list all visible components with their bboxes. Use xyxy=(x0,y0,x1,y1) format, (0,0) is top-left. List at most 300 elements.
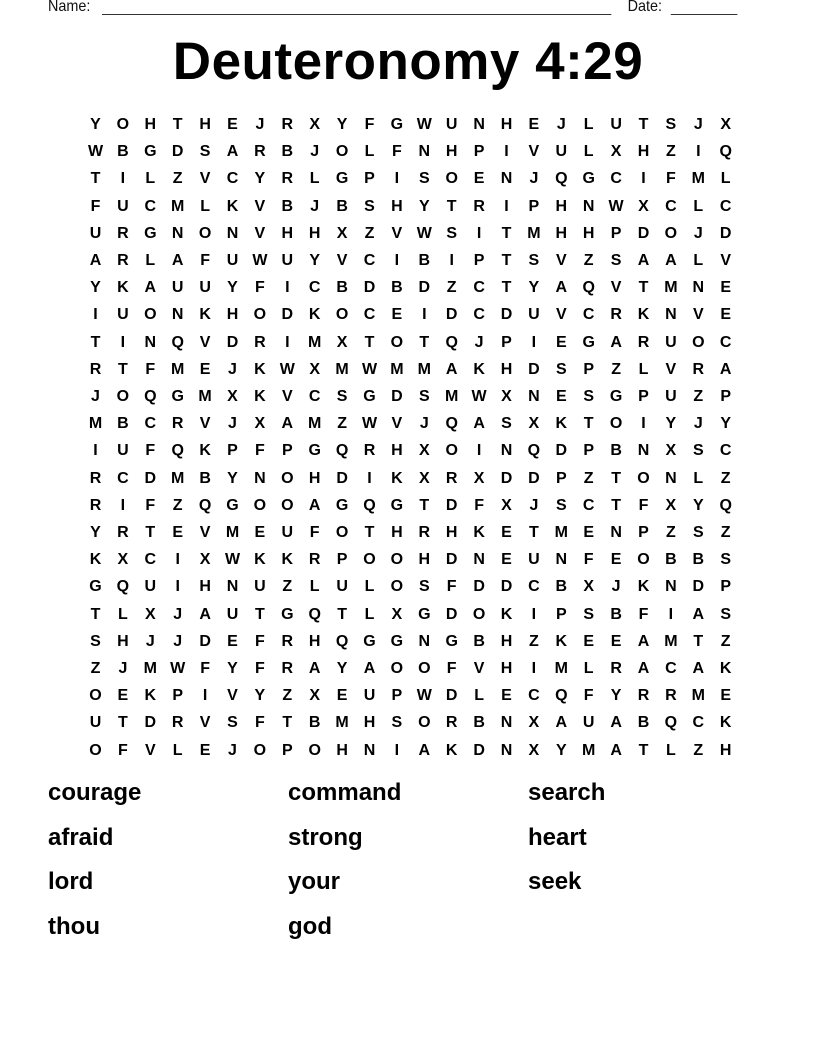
grid-letter[interactable]: P xyxy=(501,333,512,351)
grid-letter[interactable]: O xyxy=(335,306,349,324)
grid-letter[interactable]: H xyxy=(117,632,129,650)
grid-letter[interactable]: W xyxy=(416,687,432,705)
grid-letter[interactable]: P xyxy=(172,687,184,705)
grid-letter[interactable]: G xyxy=(582,170,595,188)
grid-letter[interactable]: H xyxy=(308,469,321,487)
grid-letter[interactable]: D xyxy=(555,442,568,460)
grid-letter[interactable]: H xyxy=(391,442,403,460)
grid-letter[interactable]: P xyxy=(720,578,732,596)
grid-letter[interactable]: T xyxy=(501,224,512,242)
grid-letter[interactable]: N xyxy=(363,741,376,759)
grid-letter[interactable]: K xyxy=(719,714,732,732)
grid-letter[interactable]: H xyxy=(555,224,568,242)
grid-letter[interactable]: D xyxy=(500,578,513,596)
grid-letter[interactable]: T xyxy=(364,524,375,541)
grid-letter[interactable]: E xyxy=(172,524,184,541)
grid-letter[interactable]: J xyxy=(693,224,703,242)
grid-letter[interactable]: H xyxy=(144,116,157,133)
grid-letter[interactable]: Y xyxy=(665,415,677,433)
grid-letter[interactable]: D xyxy=(144,714,157,732)
grid-letter[interactable]: I xyxy=(504,197,509,215)
grid-letter[interactable]: O xyxy=(637,551,650,569)
grid-letter[interactable]: E xyxy=(117,687,129,705)
grid-letter[interactable]: G xyxy=(281,605,294,623)
grid-letter[interactable]: G xyxy=(144,224,157,242)
grid-letter[interactable]: U xyxy=(117,197,129,215)
grid-letter[interactable]: Z xyxy=(666,524,676,541)
grid-letter[interactable]: O xyxy=(89,687,102,705)
grid-letter[interactable]: F xyxy=(638,496,649,514)
grid-letter[interactable]: P xyxy=(555,605,567,623)
grid-letter[interactable]: Y xyxy=(692,496,704,514)
grid-letter[interactable]: A xyxy=(445,360,458,378)
grid-letter[interactable]: J xyxy=(310,143,320,161)
grid-letter[interactable]: J xyxy=(118,660,128,677)
grid-letter[interactable]: N xyxy=(637,442,650,460)
grid-letter[interactable]: B xyxy=(473,714,485,732)
grid-letter[interactable]: C xyxy=(144,551,157,569)
grid-letter[interactable]: F xyxy=(474,496,484,514)
grid-letter[interactable]: A xyxy=(665,252,677,269)
grid-letter[interactable]: M xyxy=(335,714,349,732)
grid-letter[interactable]: S xyxy=(501,415,512,433)
grid-letter[interactable]: J xyxy=(529,496,539,514)
grid-letter[interactable]: O xyxy=(390,660,404,677)
grid-letter[interactable]: Q xyxy=(116,578,130,596)
grid-letter[interactable]: H xyxy=(555,197,568,215)
grid-letter[interactable]: I xyxy=(668,605,674,623)
grid-letter[interactable]: N xyxy=(418,143,431,161)
grid-letter[interactable]: U xyxy=(171,279,184,297)
grid-letter[interactable]: N xyxy=(582,197,595,215)
grid-letter[interactable]: J xyxy=(556,116,566,133)
grid-letter[interactable]: A xyxy=(610,741,622,759)
grid-letter[interactable]: R xyxy=(610,660,622,677)
grid-letter[interactable]: C xyxy=(719,442,732,460)
grid-letter[interactable]: R xyxy=(89,360,102,378)
grid-letter[interactable]: B xyxy=(308,714,321,732)
grid-letter[interactable]: I xyxy=(120,496,126,514)
grid-letter[interactable]: Z xyxy=(172,496,183,514)
grid-letter[interactable]: T xyxy=(638,116,649,133)
grid-letter[interactable]: B xyxy=(336,279,348,297)
grid-letter[interactable]: V xyxy=(254,224,266,242)
grid-letter[interactable]: F xyxy=(200,660,210,677)
grid-letter[interactable]: Y xyxy=(90,279,101,297)
grid-letter[interactable]: H xyxy=(418,551,431,569)
grid-letter[interactable]: H xyxy=(226,306,239,324)
grid-letter[interactable]: L xyxy=(583,116,594,133)
grid-letter[interactable]: F xyxy=(145,496,156,514)
grid-letter[interactable]: X xyxy=(665,496,677,514)
grid-letter[interactable]: A xyxy=(144,279,157,297)
grid-letter[interactable]: M xyxy=(691,687,705,705)
grid-letter[interactable]: L xyxy=(583,660,594,677)
grid-letter[interactable]: U xyxy=(445,116,458,133)
grid-letter[interactable]: J xyxy=(228,360,237,378)
grid-letter[interactable]: I xyxy=(476,442,482,460)
grid-letter[interactable]: C xyxy=(363,252,376,269)
grid-letter[interactable]: Q xyxy=(664,714,678,732)
grid-letter[interactable]: L xyxy=(693,197,704,215)
grid-letter[interactable]: Z xyxy=(693,741,704,759)
grid-letter[interactable]: M xyxy=(171,197,185,215)
grid-letter[interactable]: H xyxy=(582,224,595,242)
grid-letter[interactable]: T xyxy=(90,170,101,188)
grid-letter[interactable]: I xyxy=(120,170,126,188)
grid-letter[interactable]: E xyxy=(227,632,238,650)
grid-letter[interactable]: X xyxy=(117,551,129,569)
grid-letter[interactable]: H xyxy=(500,116,513,133)
grid-letter[interactable]: P xyxy=(336,551,348,569)
grid-letter[interactable]: S xyxy=(555,360,567,378)
grid-letter[interactable]: A xyxy=(199,605,211,623)
grid-letter[interactable]: N xyxy=(500,442,513,460)
grid-letter[interactable]: D xyxy=(171,143,184,161)
grid-letter[interactable]: K xyxy=(226,197,239,215)
grid-letter[interactable]: L xyxy=(145,252,156,269)
grid-letter[interactable]: L xyxy=(172,741,183,759)
grid-letter[interactable]: J xyxy=(474,333,484,351)
grid-letter[interactable]: R xyxy=(473,197,485,215)
grid-letter[interactable]: C xyxy=(665,197,677,215)
grid-letter[interactable]: B xyxy=(391,279,403,297)
grid-letter[interactable]: T xyxy=(282,714,293,732)
grid-letter[interactable]: R xyxy=(610,306,622,324)
grid-letter[interactable]: A xyxy=(555,279,568,297)
grid-letter[interactable]: D xyxy=(500,306,513,324)
grid-letter[interactable]: K xyxy=(117,279,129,297)
grid-letter[interactable]: S xyxy=(364,197,375,215)
grid-letter[interactable]: T xyxy=(145,524,156,541)
grid-letter[interactable]: Z xyxy=(693,388,704,405)
grid-letter[interactable]: A xyxy=(308,496,321,514)
grid-letter[interactable]: E xyxy=(720,306,732,324)
grid-letter[interactable]: X xyxy=(336,333,348,351)
grid-letter[interactable]: I xyxy=(202,687,208,705)
grid-letter[interactable]: B xyxy=(336,197,348,215)
grid-letter[interactable]: U xyxy=(610,116,622,133)
grid-letter[interactable]: J xyxy=(529,170,539,188)
grid-letter[interactable]: E xyxy=(473,170,485,188)
grid-letter[interactable]: A xyxy=(637,660,650,677)
grid-letter[interactable]: G xyxy=(308,442,321,460)
grid-letter[interactable]: M xyxy=(308,415,322,433)
grid-letter[interactable]: A xyxy=(610,333,622,351)
grid-letter[interactable]: H xyxy=(308,632,321,650)
grid-letter[interactable]: P xyxy=(555,469,567,487)
grid-letter[interactable]: K xyxy=(89,551,102,569)
grid-letter[interactable]: F xyxy=(145,360,156,378)
grid-letter[interactable]: D xyxy=(528,360,540,378)
grid-letter[interactable]: P xyxy=(528,197,540,215)
grid-letter[interactable]: L xyxy=(364,605,375,623)
grid-letter[interactable]: D xyxy=(336,469,348,487)
grid-letter[interactable]: D xyxy=(445,605,458,623)
grid-letter[interactable]: M xyxy=(88,415,103,433)
grid-letter[interactable]: U xyxy=(89,224,102,242)
grid-letter[interactable]: R xyxy=(171,415,184,433)
grid-letter[interactable]: P xyxy=(473,143,485,161)
grid-letter[interactable]: Z xyxy=(611,360,621,378)
grid-letter[interactable]: H xyxy=(199,116,211,133)
grid-letter[interactable]: G xyxy=(363,388,376,405)
grid-letter[interactable]: K xyxy=(473,524,485,541)
grid-letter[interactable]: F xyxy=(392,143,402,161)
grid-letter[interactable]: I xyxy=(93,442,98,460)
grid-letter[interactable]: E xyxy=(501,524,512,541)
grid-letter[interactable]: T xyxy=(583,415,594,433)
grid-letter[interactable]: W xyxy=(608,197,624,215)
grid-letter[interactable]: N xyxy=(692,279,705,297)
grid-letter[interactable]: D xyxy=(445,551,458,569)
grid-letter[interactable]: X xyxy=(418,442,430,460)
grid-letter[interactable]: I xyxy=(175,551,180,569)
grid-letter[interactable]: Z xyxy=(90,660,101,677)
grid-letter[interactable]: M xyxy=(691,170,705,188)
grid-letter[interactable]: E xyxy=(336,687,348,705)
grid-letter[interactable]: F xyxy=(583,687,594,705)
grid-letter[interactable]: M xyxy=(390,360,404,378)
grid-letter[interactable]: V xyxy=(391,224,403,242)
grid-letter[interactable]: C xyxy=(308,388,321,405)
grid-letter[interactable]: E xyxy=(528,116,540,133)
grid-letter[interactable]: Q xyxy=(308,605,321,623)
grid-letter[interactable]: T xyxy=(118,360,128,378)
grid-letter[interactable]: B xyxy=(281,143,294,161)
grid-letter[interactable]: Z xyxy=(720,524,731,541)
grid-letter[interactable]: P xyxy=(364,170,375,188)
grid-letter[interactable]: K xyxy=(254,551,266,569)
grid-letter[interactable]: Y xyxy=(309,252,321,269)
grid-letter[interactable]: F xyxy=(255,279,265,297)
grid-letter[interactable]: I xyxy=(285,279,290,297)
grid-letter[interactable]: R xyxy=(117,524,129,541)
grid-letter[interactable]: Q xyxy=(144,388,157,405)
grid-letter[interactable]: E xyxy=(583,632,595,650)
grid-letter[interactable]: A xyxy=(473,415,485,433)
grid-letter[interactable]: M xyxy=(308,333,322,351)
grid-letter[interactable]: A xyxy=(418,741,431,759)
grid-letter[interactable]: D xyxy=(144,469,157,487)
grid-letter[interactable]: S xyxy=(90,632,101,650)
grid-letter[interactable]: C xyxy=(528,578,540,596)
grid-letter[interactable]: U xyxy=(528,551,540,569)
grid-letter[interactable]: N xyxy=(254,469,266,487)
grid-letter[interactable]: L xyxy=(200,197,210,215)
grid-letter[interactable]: L xyxy=(693,469,704,487)
grid-letter[interactable]: O xyxy=(89,741,102,759)
grid-letter[interactable]: U xyxy=(117,442,129,460)
grid-letter[interactable]: M xyxy=(171,469,185,487)
grid-letter[interactable]: Z xyxy=(583,252,594,269)
grid-letter[interactable]: V xyxy=(199,415,211,433)
grid-letter[interactable]: K xyxy=(254,388,266,405)
grid-letter[interactable]: K xyxy=(199,442,211,460)
grid-letter[interactable]: Y xyxy=(418,197,430,215)
grid-letter[interactable]: O xyxy=(281,496,294,514)
grid-letter[interactable]: O xyxy=(198,224,212,242)
grid-letter[interactable]: R xyxy=(89,496,102,514)
grid-letter[interactable]: Y xyxy=(90,116,101,133)
grid-letter[interactable]: V xyxy=(199,524,211,541)
grid-letter[interactable]: C xyxy=(719,197,732,215)
grid-letter[interactable]: Z xyxy=(720,632,731,650)
grid-letter[interactable]: C xyxy=(692,714,705,732)
grid-letter[interactable]: U xyxy=(254,578,266,596)
grid-letter[interactable]: D xyxy=(226,333,239,351)
grid-letter[interactable]: V xyxy=(281,388,293,405)
grid-letter[interactable]: F xyxy=(145,442,156,460)
grid-letter[interactable]: W xyxy=(87,143,104,161)
grid-letter[interactable]: I xyxy=(696,143,701,161)
grid-letter[interactable]: J xyxy=(173,605,183,623)
grid-letter[interactable]: W xyxy=(361,360,378,378)
grid-letter[interactable]: R xyxy=(281,170,294,188)
grid-letter[interactable]: A xyxy=(308,660,321,677)
grid-letter[interactable]: X xyxy=(528,415,540,433)
grid-letter[interactable]: X xyxy=(309,687,321,705)
grid-letter[interactable]: W xyxy=(416,116,432,133)
grid-letter[interactable]: X xyxy=(254,415,266,433)
grid-letter[interactable]: K xyxy=(637,578,650,596)
grid-letter[interactable]: E xyxy=(720,687,732,705)
grid-letter[interactable]: L xyxy=(364,143,375,161)
grid-letter[interactable]: X xyxy=(528,741,540,759)
grid-letter[interactable]: O xyxy=(418,660,431,677)
grid-letter[interactable]: H xyxy=(445,524,458,541)
grid-letter[interactable]: U xyxy=(528,306,540,324)
grid-letter[interactable]: P xyxy=(638,524,649,541)
grid-letter[interactable]: L xyxy=(309,578,320,596)
grid-letter[interactable]: X xyxy=(336,224,348,242)
grid-letter[interactable]: F xyxy=(446,660,457,677)
grid-letter[interactable]: K xyxy=(199,306,211,324)
grid-letter[interactable]: E xyxy=(254,524,266,541)
grid-letter[interactable]: B xyxy=(555,578,568,596)
grid-letter[interactable]: R xyxy=(281,116,294,133)
grid-letter[interactable]: I xyxy=(422,306,427,324)
grid-letter[interactable]: B xyxy=(610,442,622,460)
grid-letter[interactable]: R xyxy=(254,333,266,351)
grid-letter[interactable]: O xyxy=(253,741,267,759)
grid-letter[interactable]: A xyxy=(637,632,650,650)
grid-letter[interactable]: U xyxy=(363,687,376,705)
grid-letter[interactable]: S xyxy=(199,143,211,161)
grid-letter[interactable]: P xyxy=(583,442,595,460)
grid-letter[interactable]: Q xyxy=(445,415,458,433)
grid-letter[interactable]: J xyxy=(255,116,265,133)
grid-letter[interactable]: S xyxy=(528,252,540,269)
grid-letter[interactable]: B xyxy=(473,632,485,650)
grid-letter[interactable]: T xyxy=(638,741,649,759)
grid-letter[interactable]: S xyxy=(418,388,430,405)
grid-letter[interactable]: K xyxy=(308,306,321,324)
grid-letter[interactable]: C xyxy=(528,687,540,705)
grid-letter[interactable]: C xyxy=(719,333,732,351)
grid-letter[interactable]: J xyxy=(228,415,237,433)
grid-letter[interactable]: K xyxy=(445,741,458,759)
grid-letter[interactable]: Q xyxy=(555,170,568,188)
grid-letter[interactable]: Y xyxy=(254,687,266,705)
grid-letter[interactable]: V xyxy=(199,333,211,351)
grid-letter[interactable]: Y xyxy=(90,524,101,541)
grid-letter[interactable]: R xyxy=(281,660,294,677)
grid-letter[interactable]: O xyxy=(637,469,650,487)
grid-letter[interactable]: A xyxy=(555,714,568,732)
grid-letter[interactable]: K xyxy=(555,632,568,650)
grid-letter[interactable]: I xyxy=(120,333,126,351)
grid-letter[interactable]: N xyxy=(473,116,485,133)
grid-letter[interactable]: T xyxy=(90,333,101,351)
grid-letter[interactable]: N xyxy=(665,578,677,596)
grid-letter[interactable]: D xyxy=(473,578,485,596)
grid-letter[interactable]: O xyxy=(445,170,458,188)
grid-letter[interactable]: N xyxy=(500,170,513,188)
grid-letter[interactable]: N xyxy=(528,388,540,405)
grid-letter[interactable]: I xyxy=(504,143,509,161)
grid-letter[interactable]: G xyxy=(445,632,458,650)
grid-letter[interactable]: Z xyxy=(364,224,375,242)
grid-letter[interactable]: W xyxy=(361,415,378,433)
grid-letter[interactable]: E xyxy=(199,741,211,759)
grid-letter[interactable]: D xyxy=(719,224,732,242)
grid-letter[interactable]: L xyxy=(118,605,128,623)
grid-letter[interactable]: E xyxy=(501,551,512,569)
grid-letter[interactable]: V xyxy=(254,197,266,215)
grid-letter[interactable]: L xyxy=(638,360,649,378)
grid-letter[interactable]: V xyxy=(555,306,567,324)
grid-letter[interactable]: R xyxy=(637,333,650,351)
grid-letter[interactable]: T xyxy=(172,116,183,133)
grid-letter[interactable]: U xyxy=(226,605,239,623)
grid-letter[interactable]: X xyxy=(610,143,622,161)
grid-letter[interactable]: D xyxy=(637,224,650,242)
grid-letter[interactable]: K xyxy=(254,360,266,378)
grid-letter[interactable]: L xyxy=(720,170,731,188)
grid-letter[interactable]: R xyxy=(89,469,102,487)
grid-letter[interactable]: D xyxy=(445,496,458,514)
grid-letter[interactable]: K xyxy=(391,469,403,487)
grid-letter[interactable]: X xyxy=(501,496,512,514)
grid-letter[interactable]: N xyxy=(226,578,239,596)
grid-letter[interactable]: A xyxy=(637,252,650,269)
grid-letter[interactable]: S xyxy=(555,496,567,514)
grid-letter[interactable]: X xyxy=(473,469,485,487)
grid-letter[interactable]: W xyxy=(170,660,186,677)
grid-letter[interactable]: T xyxy=(446,197,457,215)
grid-letter[interactable]: T xyxy=(501,279,512,297)
grid-letter[interactable]: R xyxy=(308,551,321,569)
grid-letter[interactable]: S xyxy=(418,170,430,188)
grid-letter[interactable]: Y xyxy=(254,170,266,188)
grid-letter[interactable]: U xyxy=(665,388,677,405)
grid-letter[interactable]: M xyxy=(143,660,157,677)
grid-letter[interactable]: G xyxy=(390,632,404,650)
grid-letter[interactable]: F xyxy=(255,632,265,650)
grid-letter[interactable]: C xyxy=(473,279,485,297)
grid-letter[interactable]: U xyxy=(582,714,595,732)
grid-letter[interactable]: U xyxy=(555,143,568,161)
grid-letter[interactable]: B xyxy=(637,714,650,732)
grid-letter[interactable]: X xyxy=(199,551,211,569)
grid-letter[interactable]: O xyxy=(116,116,130,133)
grid-letter[interactable]: V xyxy=(199,714,211,732)
grid-letter[interactable]: T xyxy=(693,632,704,650)
grid-letter[interactable]: Q xyxy=(171,442,184,460)
grid-letter[interactable]: N xyxy=(500,714,513,732)
grid-letter[interactable]: F xyxy=(666,170,676,188)
